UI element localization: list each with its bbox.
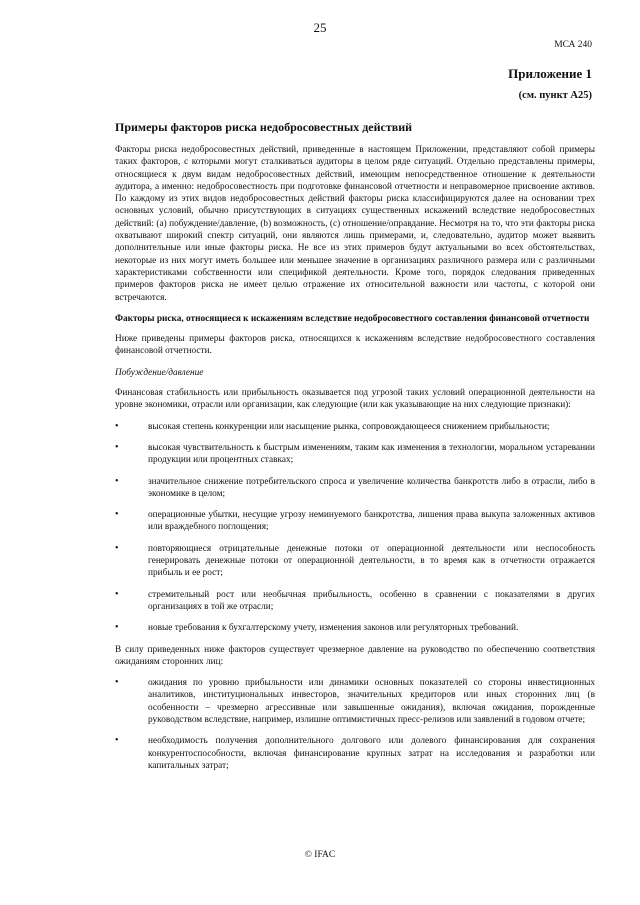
- bullet-icon: •: [115, 735, 119, 747]
- intro-paragraph: Факторы риска недобросовестных действий, приведенные в настоящем Приложении, представляют собой примеры таких факторов, с которыми могут сталкиваться аудиторы в целом ряде ситуаций. Отдельно представлены примеры, относящиеся к двум видам недобросовестных действий, имеющим непосредственное отношение к деятельности аудитора, а именно: недобросовестность при подготовке финансовой отчетности и неправомерное присвоение активов. По каждому из этих видов недобросовестных действий факторы риска классифицируются далее на основании трех основных условий, обычно присутствующих в ситуациях существенных искажений вследствие недобросовестных действий: (a) побуждение/давление, (b) возможность, (c) отношение/оправдание. Несмотря на то, что эти факторы риска охватывают широкий спектр ситуаций, они являются лишь примерами, и, следовательно, аудитор может выявить дополнительные или иные факторы риска. Не все из этих примеров будут актуальными во всех обстоятельствах, некоторые из них могут иметь большее или меньшее значение в организациях различного размера или с различными характеристиками собственности или спецификой деятельности. Кроме того, порядок следования приведенных примеров факторов риска не имеет целью отражение их относительной важности или частоты, с которой они встречаются.: [115, 145, 595, 303]
- bullet-icon: •: [115, 420, 119, 432]
- bullet-list-2: [115, 677, 595, 772]
- list-item: [115, 509, 595, 534]
- list-item-text: операционные убытки, несущие угрозу неминуемого банкротства, лишения права выкупа заложенных активов или враждебного поглощения;: [148, 510, 595, 533]
- list-item: [115, 543, 595, 580]
- list-item: [115, 677, 595, 726]
- list-item: [115, 622, 595, 634]
- bullet-icon: •: [115, 622, 119, 634]
- bullet-list-1: [115, 421, 595, 635]
- main-content: [115, 120, 595, 781]
- section-title: Примеры факторов риска недобросовестных действий: [115, 120, 413, 134]
- list-item: [115, 589, 595, 614]
- list-item: [115, 735, 595, 772]
- list-item-text: новые требования к бухгалтерскому учету, изменения законов или регуляторных требований.: [148, 623, 519, 634]
- category-title: Побуждение/давление: [115, 367, 204, 378]
- list-item-text: ожидания по уровню прибыльности или динамики основных показателей со стороны инвестиционных аналитиков, институциональных инвесторов, значительных кредиторов или иных сторонних лиц (в особенности – чрезмерно агрессивные или завышенные ожидания), включая ожидания, порожденные руководством вследствие, например, излишне оптимистичных пресс-релизов или заявлений в годовом отчете;: [148, 678, 595, 725]
- list-item-text: необходимость получения дополнительного долгового или долевого финансирования для сохранения конкурентоспособности, включая финансирование крупных затрат на исследования и разработки или капитальных затрат;: [148, 736, 595, 771]
- list-item-text: повторяющиеся отрицательные денежные потоки от операционной деятельности или неспособность генерировать денежные потоки от операционной деятельности, в то время как в отчетности отражается прибыль и ее рост;: [148, 543, 595, 579]
- paragraph-external-pressure: В силу приведенных ниже факторов существует чрезмерное давление на руководство по обеспечению соответствия ожиданиям сторонних лиц:: [115, 644, 595, 667]
- bullet-icon: •: [115, 441, 119, 453]
- appendix-reference: (см. пункт А25): [518, 90, 592, 101]
- list-item: [115, 476, 595, 501]
- bullet-icon: •: [115, 677, 119, 689]
- bullet-icon: •: [115, 588, 119, 600]
- subsection-title: Факторы риска, относящиеся к искажениям вследствие недобросовестного составления финансовой отчетности: [115, 313, 590, 324]
- list-item-text: значительное снижение потребительского спроса и увеличение количества банкротств либо в отрасли, либо в экономике в целом;: [148, 476, 595, 499]
- appendix-title: Приложение 1: [508, 66, 592, 81]
- list-item: [115, 442, 595, 467]
- page-number: 25: [313, 20, 327, 35]
- standard-code: МСА 240: [554, 40, 592, 50]
- bullet-icon: •: [115, 475, 119, 487]
- bullet-icon: •: [115, 542, 119, 554]
- list-item-text: высокая чувствительность к быстрым изменениям, таким как изменения в технологии, моральном устаревании продукции или процентных ставках;: [148, 442, 595, 466]
- list-item-text: высокая степень конкуренции или насыщение рынка, сопровождающееся снижением прибыльности;: [148, 421, 550, 432]
- bullet-icon: •: [115, 509, 119, 521]
- subsection-intro: Ниже приведены примеры факторов риска, относящихся к искажениям вследствие недобросовестного составления финансовой отчетности.: [115, 334, 595, 357]
- footer-copyright: © IFAC: [304, 850, 336, 860]
- list-item: [115, 421, 595, 433]
- list-item-text: стремительный рост или необычная прибыльность, особенно в сравнении с показателями в других организациях в той же отрасли;: [148, 589, 595, 612]
- paragraph-financial-stability: Финансовая стабильность или прибыльность оказывается под угрозой таких условий операционной деятельности на уровне экономики, отрасли или организации, как следующие (или как указывающие на них следующие признаки):: [115, 388, 595, 411]
